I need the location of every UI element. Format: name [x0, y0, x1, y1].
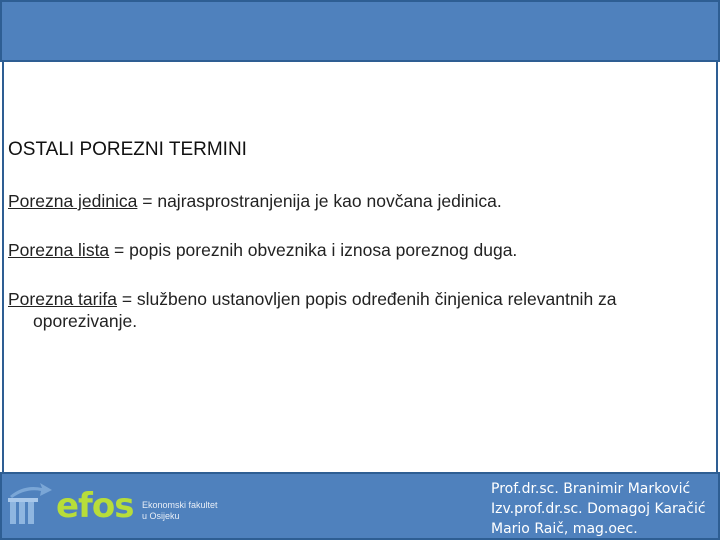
term-definition: = popis poreznih obveznika i iznosa poreznog duga.: [109, 240, 518, 260]
author-name: Mario Raič, mag.oec.: [491, 521, 638, 537]
author-name: Izv.prof.dr.sc. Domagoj Karačić: [491, 501, 706, 517]
logo-subtitle-line: u Osijeku: [142, 511, 180, 521]
term-definition: = službeno ustanovljen popis određenih činjenica relevantnih za oporezivanje.: [33, 289, 617, 331]
efos-logo: [8, 478, 218, 528]
term-definition: = najrasprostranjenija je kao novčana jedinica.: [137, 191, 502, 211]
efos-logo-icon: [8, 482, 56, 528]
definition-item: [8, 239, 712, 261]
term-label: Porezna lista: [8, 240, 110, 260]
term-label: Porezna tarifa: [8, 289, 117, 309]
slide-content: [8, 137, 712, 359]
authors-block: [491, 479, 713, 539]
definition-item: [8, 190, 712, 212]
logo-subtitle-line: Ekonomski fakultet: [142, 500, 218, 510]
header-band: [0, 0, 720, 62]
logo-subtitle: [142, 500, 218, 522]
logo-text: efos: [56, 486, 134, 526]
slide-heading: OSTALI POREZNI TERMINI: [8, 139, 247, 160]
term-label: Porezna jedinica: [8, 191, 138, 211]
author-name: Prof.dr.sc. Branimir Marković: [491, 481, 691, 497]
definition-item: [8, 288, 712, 332]
